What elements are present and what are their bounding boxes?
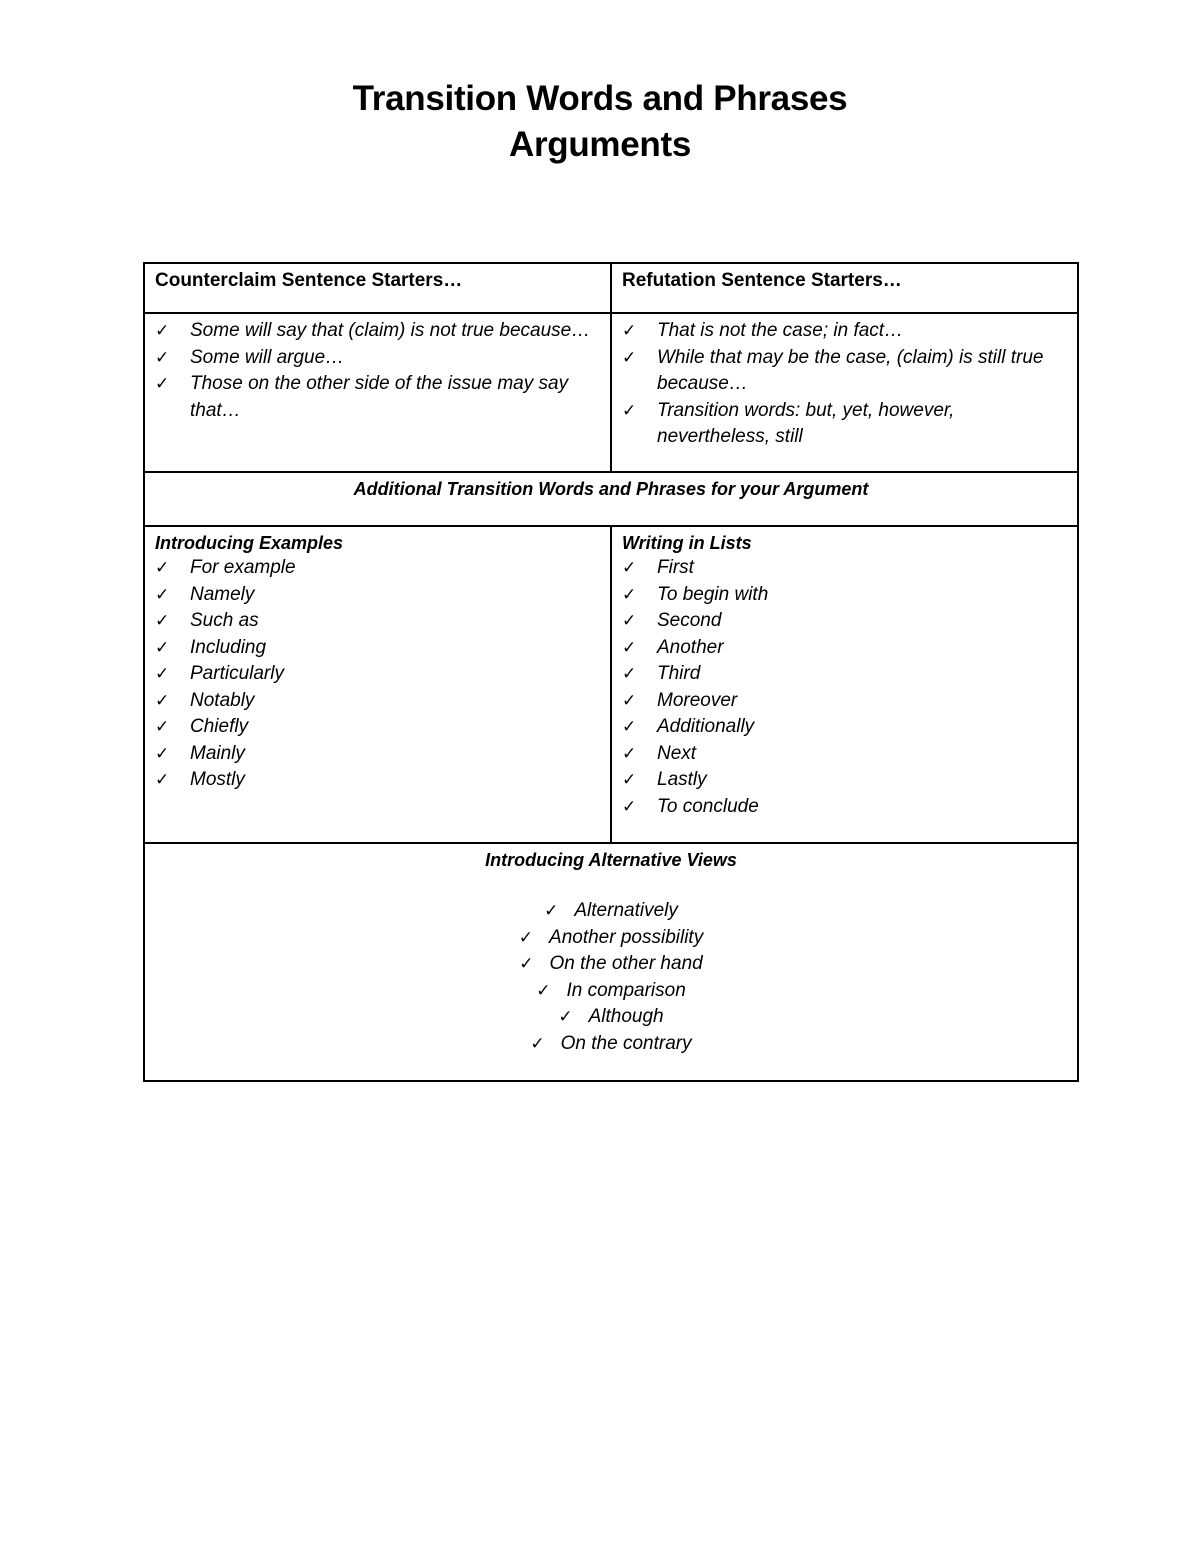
check-icon: ✓	[622, 321, 637, 340]
table-row-headers	[145, 264, 1077, 314]
list-item: ✓ Lastly	[622, 767, 1067, 794]
list-item: ✓ Such as	[155, 608, 600, 635]
list-item: ✓ Alternatively	[544, 900, 678, 921]
check-icon: ✓	[622, 637, 637, 657]
list-item: ✓ To conclude	[622, 794, 1067, 821]
table-row-additional	[145, 473, 1077, 527]
check-icon: ✓	[519, 954, 534, 973]
check-icon: ✓	[155, 374, 170, 393]
check-icon: ✓	[622, 347, 637, 367]
check-icon: ✓	[155, 743, 170, 763]
list-item: ✓ For example	[155, 555, 600, 582]
list-item: ✓ Mainly	[155, 741, 600, 768]
counterclaim-header: Counterclaim Sentence Starters…	[155, 270, 463, 291]
title-line-1: Transition Words and Phrases	[352, 79, 848, 118]
list-item: ✓ Although	[558, 1006, 664, 1027]
document-title	[0, 76, 1200, 168]
check-icon: ✓	[622, 690, 637, 710]
check-icon: ✓	[155, 347, 170, 367]
check-icon: ✓	[155, 637, 170, 657]
check-icon: ✓	[155, 321, 170, 340]
lists-list	[622, 555, 1067, 820]
list-item: ✓ Second	[622, 608, 1067, 635]
alternative-header: Introducing Alternative Views	[485, 850, 737, 870]
list-item: ✓ Another possibility	[518, 926, 704, 948]
check-icon: ✓	[558, 1007, 573, 1026]
check-icon: ✓	[544, 901, 559, 920]
additional-header-cell	[145, 473, 1077, 525]
check-icon: ✓	[155, 770, 170, 789]
check-icon: ✓	[622, 717, 637, 736]
list-item: ✓ On the other hand	[519, 953, 703, 974]
additional-header: Additional Transition Words and Phrases for your Argument	[353, 479, 869, 499]
check-icon: ✓	[622, 611, 637, 630]
counterclaim-list-cell	[145, 314, 612, 471]
check-icon: ✓	[530, 1033, 545, 1053]
list-item: ✓ Additionally	[622, 714, 1067, 741]
list-item: ✓ Chiefly	[155, 714, 600, 741]
list-item: ✓ Moreover	[622, 688, 1067, 715]
list-item: ✓ Another	[622, 635, 1067, 662]
check-icon: ✓	[622, 400, 637, 420]
list-item: ✓ Those on the other side of the issue may say that…	[155, 373, 569, 421]
list-item: ✓ Third	[622, 661, 1067, 688]
list-item: ✓ Notably	[155, 688, 600, 715]
list-item: ✓ First	[622, 555, 1067, 582]
check-icon: ✓	[155, 611, 170, 630]
examples-cell	[145, 527, 612, 842]
list-item: ✓ Mostly	[155, 767, 600, 794]
list-item: ✓ Next	[622, 741, 1067, 768]
refutation-list-cell	[612, 314, 1077, 471]
list-item: ✓ In comparison	[536, 979, 686, 1001]
alternative-list	[155, 898, 1067, 1057]
title-line-2: Arguments	[508, 125, 692, 164]
table-row-alternative	[145, 844, 1077, 1080]
list-item: ✓ While that may be the case, (claim) is still true because…	[622, 346, 1044, 394]
check-icon: ✓	[622, 558, 637, 577]
check-icon: ✓	[155, 664, 170, 683]
table-row-starters	[145, 314, 1077, 473]
check-icon: ✓	[155, 690, 170, 710]
list-item: ✓ Including	[155, 635, 600, 662]
check-icon: ✓	[518, 927, 534, 947]
check-icon: ✓	[622, 770, 637, 789]
transition-table	[143, 262, 1079, 1082]
check-icon: ✓	[536, 980, 551, 1000]
examples-header: Introducing Examples	[155, 533, 344, 553]
check-icon: ✓	[155, 558, 170, 577]
counterclaim-header-cell	[145, 264, 612, 312]
table-row-examples	[145, 527, 1077, 844]
refutation-header: Refutation Sentence Starters…	[622, 270, 902, 291]
list-item: ✓ To begin with	[622, 582, 1067, 609]
counterclaim-list	[155, 318, 600, 424]
list-item: ✓ Transition words: but, yet, however, nevertheless, still	[622, 399, 955, 447]
check-icon: ✓	[622, 743, 637, 763]
list-item: ✓ Some will say that (claim) is not true because…	[155, 318, 600, 345]
alternative-cell	[145, 844, 1077, 1080]
lists-cell	[612, 527, 1077, 842]
refutation-list	[622, 318, 1067, 451]
refutation-header-cell	[612, 264, 1077, 312]
list-item: ✓ That is not the case; in fact…	[622, 318, 1067, 345]
check-icon: ✓	[155, 584, 170, 604]
list-item: ✓ Some will argue…	[155, 345, 600, 372]
list-item: ✓ On the contrary	[530, 1032, 692, 1054]
check-icon: ✓	[622, 664, 637, 683]
lists-header: Writing in Lists	[622, 533, 752, 553]
list-item: ✓ Particularly	[155, 661, 600, 688]
check-icon: ✓	[155, 717, 170, 736]
check-icon: ✓	[622, 796, 637, 816]
examples-list	[155, 555, 600, 794]
check-icon: ✓	[622, 584, 637, 604]
list-item: ✓ Namely	[155, 582, 600, 609]
